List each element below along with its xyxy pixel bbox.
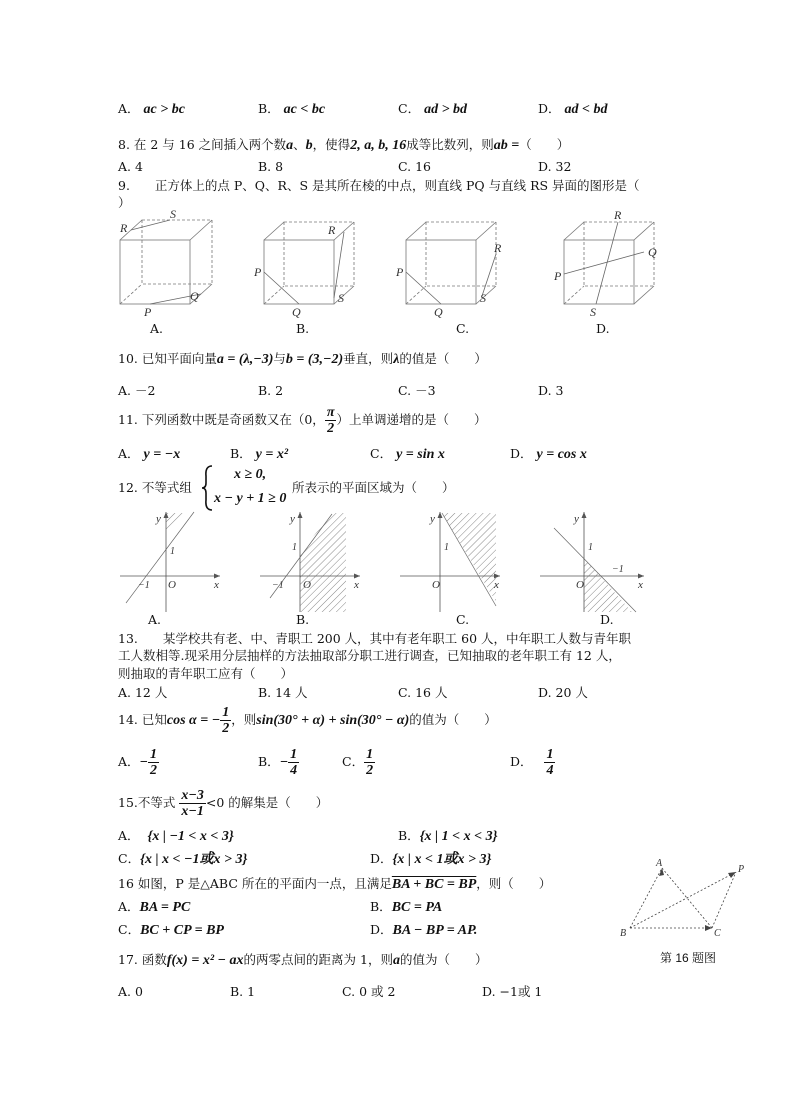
q10-option-a: A. －2 [118, 383, 156, 398]
q7-option-b: B． ac < bc [258, 101, 326, 117]
q10-stem: 10. 已知平面向量a = (λ,−3)与b = (3,−2)垂直，则λ的值是（ ） [118, 351, 487, 367]
svg-text:P: P [396, 265, 404, 279]
svg-text:S: S [590, 305, 596, 318]
svg-text:S: S [338, 291, 344, 305]
svg-text:−1: −1 [612, 564, 624, 575]
q13-line3: 则抽取的青年职工应有（ ） [118, 666, 294, 681]
q12-stem-a: 12. 不等式组 [118, 480, 192, 495]
q10-option-c: C. －3 [398, 383, 436, 398]
q15-option-a: A． {x | −1 < x < 3} [118, 828, 234, 844]
q17-stem: 17. 函数f(x) = x² − ax的两零点间的距离为 1，则a的值为（ ） [118, 952, 488, 968]
svg-text:y: y [574, 513, 579, 525]
q12-option-c: C. [456, 612, 470, 627]
q17-option-a: A. 0 [118, 984, 143, 999]
q13-option-c: C. 16 人 [398, 685, 448, 700]
q16-option-c: C．BC + CP = BP [118, 922, 224, 938]
q15-fraction: $\frac{x-3}{x-1}$ [181, 788, 204, 819]
q11-option-d: D． y = cos x [510, 446, 587, 462]
svg-text:A: A [656, 858, 663, 869]
q12-system-line1: x ≥ 0, [234, 467, 267, 482]
q15-option-c: C．{x | x < −1或x > 3} [118, 851, 248, 867]
q10-option-b: B. 2 [258, 383, 284, 398]
q12-system-brace [200, 464, 214, 512]
q9-stem-line1: 9. 正方体上的点 P、Q、R、S 是其所在棱的中点，则直线 PQ 与直线 RS 异面的图形是（ [118, 178, 640, 193]
cube-a-svg [112, 208, 222, 318]
q12-graph-d [536, 508, 648, 616]
q11-option-b: B． y = x² [230, 446, 289, 462]
q15-stem: 15.不等式 $\frac{x-3}{x-1}$ <0 的解集是（ ） [118, 788, 329, 819]
q12-graph-c [396, 508, 506, 616]
q7-option-c: C． ad > bd [398, 101, 468, 117]
svg-text:1: 1 [170, 546, 175, 557]
cube-c-svg [394, 208, 504, 318]
q13-option-b: B. 14 人 [258, 685, 308, 700]
svg-text:x: x [354, 579, 359, 591]
svg-text:x: x [494, 579, 499, 591]
q9-option-c: C. [456, 321, 470, 336]
svg-text:S: S [170, 208, 176, 221]
svg-text:B: B [620, 928, 627, 939]
svg-text:R: R [494, 241, 502, 255]
q13-line1: 13. 某学校共有老、中、青职工 200 人，其中有老年职工 60 人，中年职工人数与青年职 [118, 631, 632, 646]
svg-text:P: P [254, 265, 262, 279]
q9-figure-c [394, 208, 504, 318]
q9-figure-a [112, 208, 222, 318]
q13-line2: 工人数相等.现采用分层抽样的方法抽取部分职工进行调查，已知抽取的老年职工有 12 人， [118, 648, 621, 663]
svg-text:O: O [303, 579, 311, 591]
svg-text:x: x [214, 579, 219, 591]
svg-text:x: x [638, 579, 643, 591]
q8-stem: 8. 在 2 与 16 之间插入两个数a、b，使得2, a, b, 16成等比数列，则ab =（ ） [118, 137, 570, 153]
svg-text:y: y [430, 513, 435, 525]
q9-figure-d [546, 208, 666, 318]
svg-text:O: O [168, 579, 176, 591]
svg-text:O: O [576, 579, 584, 591]
svg-text:R: R [614, 208, 622, 222]
q14-option-b: B．− $\frac{1}{4}$ [258, 747, 298, 778]
q16-option-b: B．BC = PA [370, 899, 443, 915]
q16-option-a: A．BA = PC [118, 899, 191, 915]
q15-option-d: D．{x | x < 1或x > 3} [370, 851, 492, 867]
q11-fraction: $\frac{\pi}{2}$ [326, 405, 335, 436]
svg-text:−1: −1 [138, 580, 150, 591]
svg-text:S: S [480, 291, 486, 305]
q12-graph-a [116, 508, 226, 616]
svg-text:Q: Q [648, 245, 657, 259]
q14-stem: 14. 已知cos α = − $\frac{1}{2}$ ，则sin(30° + α) + sin(30° − α)的值为（ ） [118, 705, 497, 736]
q14-option-c: C． $\frac{1}{2}$ [342, 747, 374, 778]
q7-option-a: A． ac > bc [118, 101, 185, 117]
q14-fraction: $\frac{1}{2}$ [222, 705, 230, 736]
q8-option-d: D. 32 [538, 159, 572, 174]
svg-text:R: R [328, 223, 336, 237]
q8-option-a: A. 4 [118, 159, 143, 174]
q9-stem-line2: ） [118, 195, 131, 210]
q9-figure-b [252, 208, 362, 318]
q16-figure [616, 856, 752, 942]
q14-option-a: A．− $\frac{1}{2}$ [118, 747, 158, 778]
q11-option-a: A． y = −x [118, 446, 181, 462]
q11-stem: 11. 下列函数中既是奇函数又在（0， $\frac{\pi}{2}$ ）上单调递增的是（ ） [118, 405, 487, 436]
q12-option-d: D. [600, 612, 614, 627]
svg-text:y: y [156, 513, 161, 525]
q10-option-d: D. 3 [538, 383, 564, 398]
q12-option-a: A. [148, 612, 162, 627]
q12-graph-b [256, 508, 366, 616]
q13-option-a: A. 12 人 [118, 685, 168, 700]
q16-stem: 16 如图，P 是△ABC 所在的平面内一点，且满足BA + BC = BP，则（ ） [118, 876, 552, 892]
svg-text:Q: Q [434, 305, 443, 318]
q9-option-a: A. [150, 321, 164, 336]
q12-system-line2: x − y + 1 ≥ 0 [214, 491, 287, 506]
q17-option-d: D. −1或 1 [482, 984, 543, 999]
svg-text:y: y [290, 513, 295, 525]
svg-text:P: P [144, 305, 152, 318]
svg-text:C: C [714, 928, 721, 939]
svg-text:Q: Q [190, 289, 199, 303]
q8-option-c: C. 16 [398, 159, 431, 174]
svg-text:R: R [120, 221, 128, 235]
svg-text:O: O [432, 579, 440, 591]
q17-option-b: B. 1 [230, 984, 256, 999]
svg-text:−1: −1 [272, 580, 284, 591]
q13-option-d: D. 20 人 [538, 685, 588, 700]
q11-option-c: C． y = sin x [370, 446, 445, 462]
svg-text:1: 1 [292, 542, 297, 553]
q16-figure-caption: 第 16 题图 [660, 951, 717, 965]
cube-d-svg [546, 208, 666, 318]
q9-option-d: D. [596, 321, 610, 336]
q12-option-b: B. [296, 612, 310, 627]
q9-option-b: B. [296, 321, 310, 336]
svg-text:P: P [738, 864, 745, 875]
svg-text:Q: Q [292, 305, 301, 318]
q15-option-b: B．{x | 1 < x < 3} [398, 828, 498, 844]
svg-text:1: 1 [588, 542, 593, 553]
q14-option-d: D． $\frac{1}{4}$ [510, 747, 554, 778]
q7-option-d: D． ad < bd [538, 101, 608, 117]
cube-b-svg [252, 208, 362, 318]
q17-option-c: C. 0 或 2 [342, 984, 396, 999]
q16-option-d: D．BA − BP = AP. [370, 922, 478, 938]
q12-stem-b: 所表示的平面区域为（ ） [292, 480, 455, 495]
svg-text:P: P [554, 269, 562, 283]
svg-text:1: 1 [444, 542, 449, 553]
q8-option-b: B. 8 [258, 159, 284, 174]
